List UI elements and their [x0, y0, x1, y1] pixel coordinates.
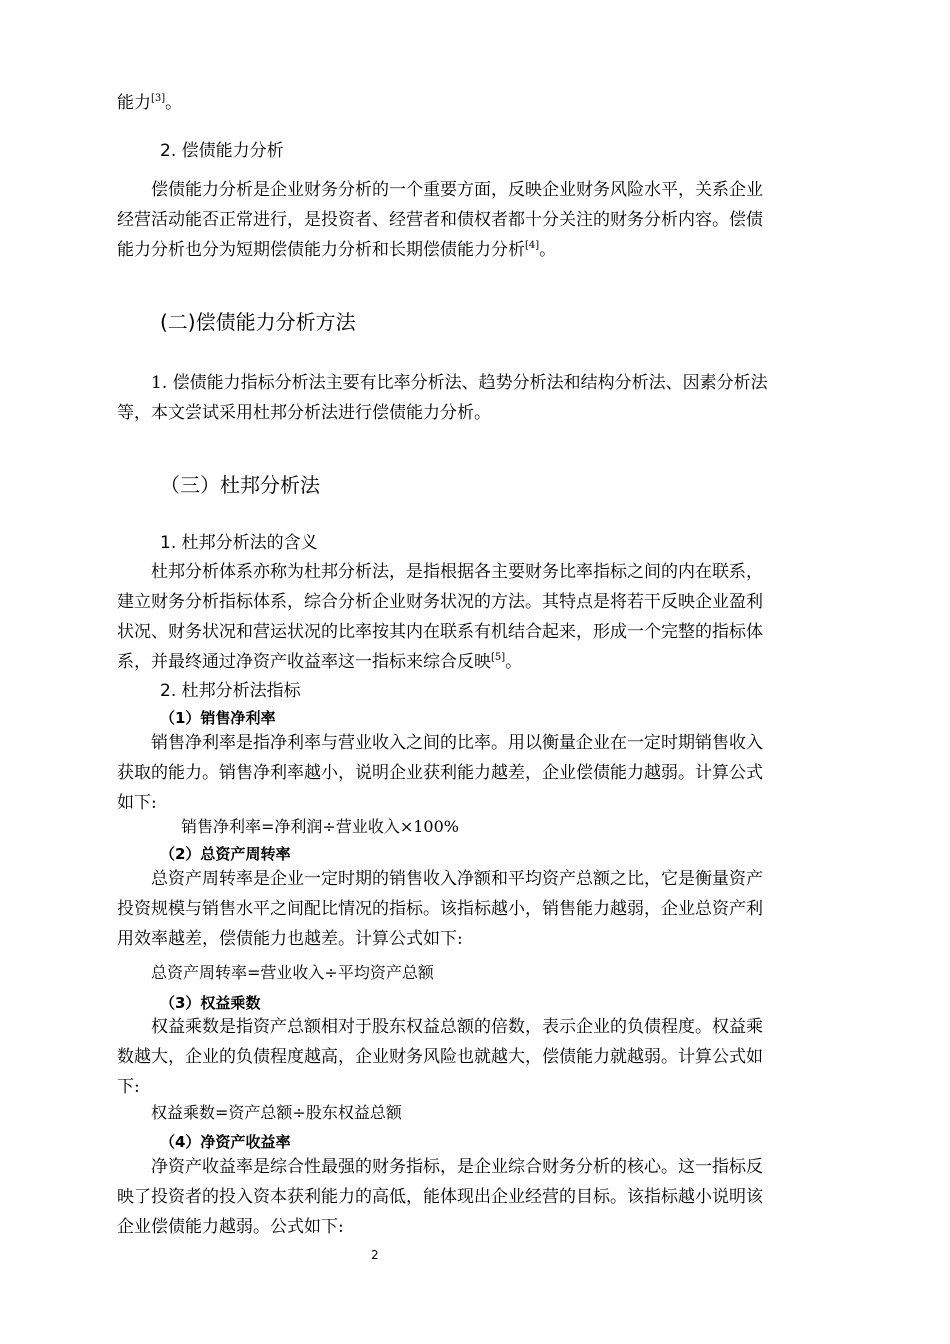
paragraph-dupont-meaning — [117, 557, 857, 677]
heading-dupont-indicators: 2. 杜邦分析法指标 — [160, 681, 301, 701]
paragraph-line: 投资规模与销售水平之间配比情况的指标。该指标越小，销售能力越弱，企业总资产利 — [117, 899, 763, 919]
paragraph-line: 净资产收益率是综合性最强的财务指标，是企业综合财务分析的核心。这一指标反 — [151, 1157, 763, 1177]
paragraph-roe — [117, 1152, 857, 1242]
paragraph-line: 销售净利率是指净利率与营业收入之间的比率。用以衡量企业在一定时期销售收入 — [151, 733, 763, 753]
indicator-title-asset-turnover: （2）总资产周转率 — [160, 845, 291, 863]
paragraph-end: 。 — [165, 93, 183, 113]
formula-asset-turnover: 总资产周转率=营业收入÷平均资产总额 — [151, 963, 434, 982]
paragraph-line: 系，并最终通过净资产收益率这一指标来综合反映 — [117, 652, 491, 672]
page-number: 2 — [371, 1248, 379, 1262]
paragraph-line: 偿债能力分析是企业财务分析的一个重要方面，反映企业财务风险水平，关系企业 — [151, 180, 763, 200]
paragraph-line: 下: — [117, 1077, 140, 1097]
paragraph-line: 如下: — [117, 793, 157, 813]
heading-dupont: （三）杜邦分析法 — [160, 473, 320, 497]
paragraph-line: 能力分析也分为短期偿债能力分析和长期偿债能力分析 — [117, 240, 525, 260]
paragraph-line: 企业偿债能力越弱。公式如下: — [117, 1217, 344, 1237]
paragraph-end: 。 — [539, 240, 557, 260]
paragraph-asset-turnover — [117, 864, 857, 954]
formula-equity-multiplier: 权益乘数=资产总额÷股东权益总额 — [151, 1103, 402, 1122]
paragraph-text: 能力 — [117, 93, 151, 113]
heading-solvency-analysis: 2. 偿债能力分析 — [160, 141, 284, 161]
paragraph-solvency — [117, 175, 857, 265]
citation-ref: [5] — [491, 652, 506, 663]
indicator-title-net-margin: （1）销售净利率 — [160, 709, 276, 727]
paragraph-methods — [117, 368, 857, 428]
formula-net-margin: 销售净利率=净利润÷营业收入×100% — [181, 817, 459, 836]
paragraph-line: 经营活动能否正常进行，是投资者、经营者和债权者都十分关注的财务分析内容。偿债 — [117, 210, 763, 230]
indicator-title-equity-multiplier: （3）权益乘数 — [160, 994, 261, 1012]
paragraph-line: 状况、财务状况和营运状况的比率按其内在联系有机结合起来，形成一个完整的指标体 — [117, 622, 763, 642]
paragraph-line: 建立财务分析指标体系，综合分析企业财务状况的方法。其特点是将若干反映企业盈利 — [117, 592, 763, 612]
citation-ref: [4] — [525, 240, 540, 251]
paragraph-line: 数越大，企业的负债程度越高，企业财务风险也就越大，偿债能力就越弱。计算公式如 — [117, 1047, 763, 1067]
paragraph-intro-tail — [117, 88, 857, 118]
citation-ref: [3] — [151, 93, 166, 104]
paragraph-line: 杜邦分析体系亦称为杜邦分析法，是指根据各主要财务比率指标之间的内在联系， — [151, 562, 763, 582]
paragraph-line: 权益乘数是指资产总额相对于股东权益总额的倍数，表示企业的负债程度。权益乘 — [151, 1017, 763, 1037]
paragraph-line: 等，本文尝试采用杜邦分析法进行偿债能力分析。 — [117, 403, 491, 423]
paragraph-net-margin — [117, 728, 857, 818]
indicator-title-roe: （4）净资产收益率 — [160, 1133, 291, 1151]
paragraph-line: 映了投资者的投入资本获利能力的高低，能体现出企业经营的目标。该指标越小说明该 — [117, 1187, 763, 1207]
heading-solvency-methods: (二)偿债能力分析方法 — [160, 310, 356, 334]
paragraph-line: 1. 偿债能力指标分析法主要有比率分析法、趋势分析法和结构分析法、因素分析法 — [151, 373, 768, 393]
paragraph-line: 用效率越差，偿债能力也越差。计算公式如下: — [117, 929, 463, 949]
paragraph-line: 总资产周转率是企业一定时期的销售收入净额和平均资产总额之比，它是衡量资产 — [151, 869, 763, 889]
heading-dupont-meaning: 1. 杜邦分析法的含义 — [160, 533, 318, 553]
paragraph-equity-multiplier — [117, 1012, 857, 1102]
paragraph-end: 。 — [505, 652, 523, 672]
paragraph-line: 获取的能力。销售净利率越小，说明企业获利能力越差，企业偿债能力越弱。计算公式 — [117, 763, 763, 783]
